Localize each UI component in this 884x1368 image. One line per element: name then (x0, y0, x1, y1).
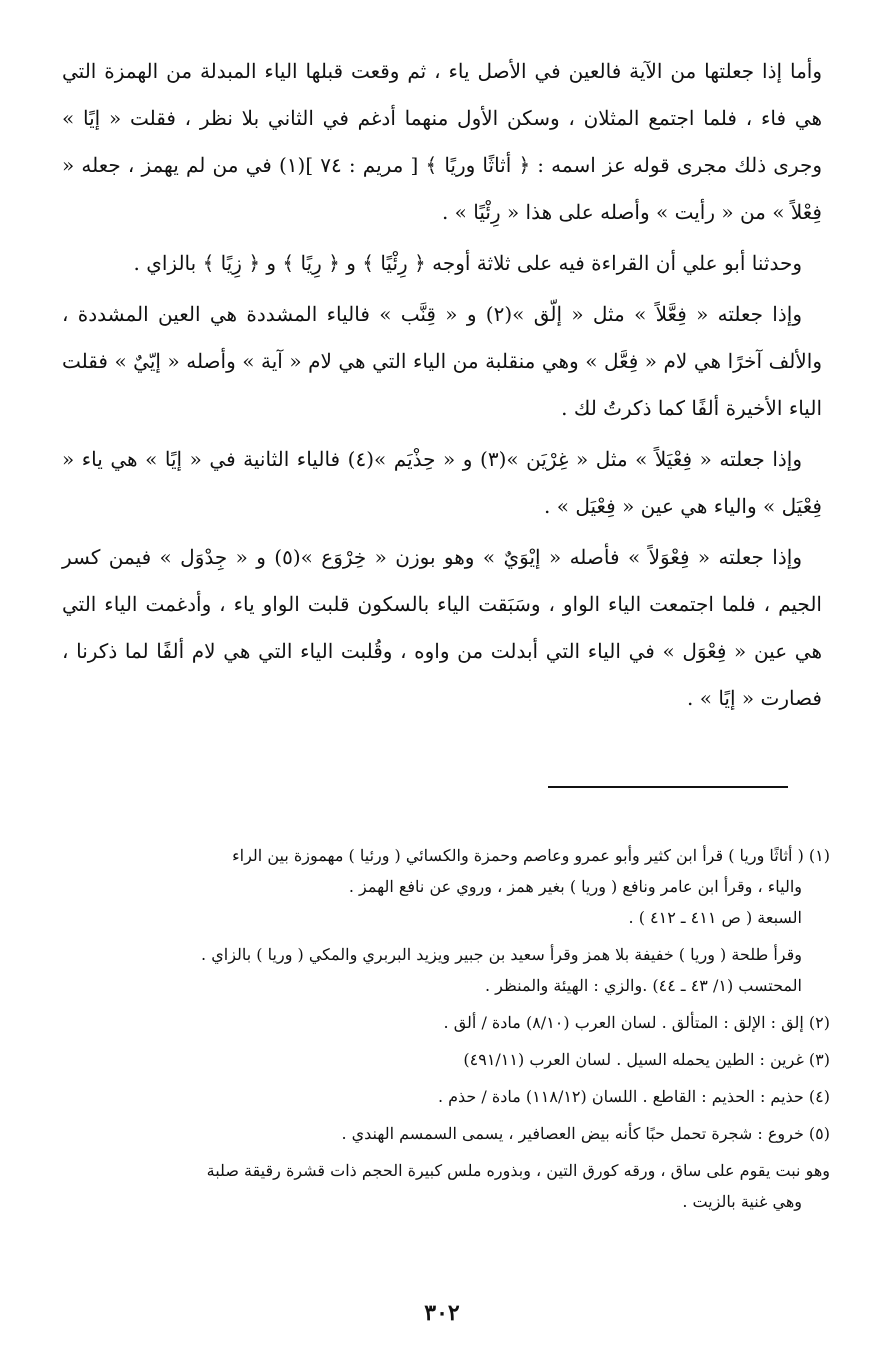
main-text (62, 48, 822, 726)
footnote-1-line-1: (١) ( أثاثًا وريا ) قرأ ابن كثير وأبو عمرو وعاصم وحمزة والكسائي ( ورئيا ) مهموزة بين الراء (232, 846, 830, 865)
paragraph-2: وحدثنا أبو علي أن القراءة فيه على ثلاثة أوجه ﴿ رِئْيًا ﴾ و ﴿ رِيًا ﴾ و ﴿ زِيًا ﴾ بالزاي . (133, 251, 802, 275)
paragraph-1: وأما إذا جعلتها من الآية فالعين في الأصل ياء ، ثم وقعت قبلها الياء المبدلة من الهمزة التي هي فاء ، فلما اجتمع المثلان ، وسكن الأول منهما أدغم في الثاني بلا نظر ، فقلت « إيًا » وجرى ذلك مجرى قوله عز اسمه : ﴿ أثاثًا وريًا ﴾ [ مريم : ٧٤ ](١) في من لم يهمز ، جعله « فِعْلاً » من « رأيت » وأصله على هذا « رِئْيًا » . (62, 59, 823, 224)
paragraph-5: وإذا جعلته « فِعْوَلاً » فأصله « إيْوَيٌ » وهو بوزن « خِرْوَع »(٥) و « جِدْوَل » فيمن كسر الجيم ، فلما اجتمعت الياء الواو ، وسَبَقت الياء بالسكون قلبت الواو ياء ، وأدغمت الياء التي هي عين « فِعْوَل » في الياء التي أبدلت من واوه ، وقُلبت الياء التي هي لام ألفًا لما ذكرنا ، فصارت « إيًا » . (62, 545, 822, 710)
footnote-1-line-5: المحتسب (١/ ٤٣ ـ ٤٤) .والزي : الهيئة والمنظر . (485, 976, 802, 995)
page-number: ٣٠٢ (424, 1300, 460, 1326)
footnote-separator (548, 786, 788, 788)
paragraph-4: وإذا جعلته « فِعْيَلاً » مثل « غِرْيَن »(٣) و « حِذْيَم »(٤) فالياء الثانية في « إيًا » هي ياء « فِعْيَل » والياء هي عين « فِعْيَل » . (62, 447, 822, 518)
footnote-2: (٢) إلق : الإلق : المتألق . لسان العرب (٨/١٠) مادة / ألق . (443, 1013, 830, 1032)
footnote-5-line-2: وهو نبت يقوم على ساق ، ورقه كورق التين ، وبذوره ملس كبيرة الحجم ذات قشرة رقيقة صلبة (206, 1161, 830, 1180)
footnote-1-line-3: السبعة ( ص ٤١١ ـ ٤١٢ ) . (628, 908, 802, 927)
footnotes (50, 840, 830, 1217)
footnote-3: (٣) غرين : الطين يحمله السيل . لسان العرب (٤٩١/١١) (463, 1050, 830, 1069)
paragraph-3: وإذا جعلته « فِعَّلاً » مثل « إلّق »(٢) و « قِنَّب » فالياء المشددة هي العين المشددة ، والألف آخرًا هي لام « فِعَّل » وهي منقلبة من الياء التي هي لام « آية » وأصله « إيّيٌ » فقلت الياء الأخيرة ألفًا كما ذكرتُ لك . (62, 302, 822, 420)
footnote-4: (٤) حذيم : الحذيم : القاطع . اللسان (١١٨/١٢) مادة / حذم . (437, 1087, 830, 1106)
footnote-5-line-3: وهي غنية بالزيت . (682, 1192, 802, 1211)
footnote-1-line-4: وقرأ طلحة ( وريا ) خفيفة بلا همز وقرأ سعيد بن جبير ويزيد البربري والمكي ( وريا ) بالزاي . (201, 945, 802, 964)
footnote-5-line-1: (٥) خروع : شجرة تحمل حبًا كأنه بيض العصافير ، يسمى السمسم الهندي . (341, 1124, 830, 1143)
footnote-1-line-2: والياء ، وقرأ ابن عامر ونافع ( وريا ) بغير همز ، وروي عن نافع الهمز . (348, 877, 802, 896)
